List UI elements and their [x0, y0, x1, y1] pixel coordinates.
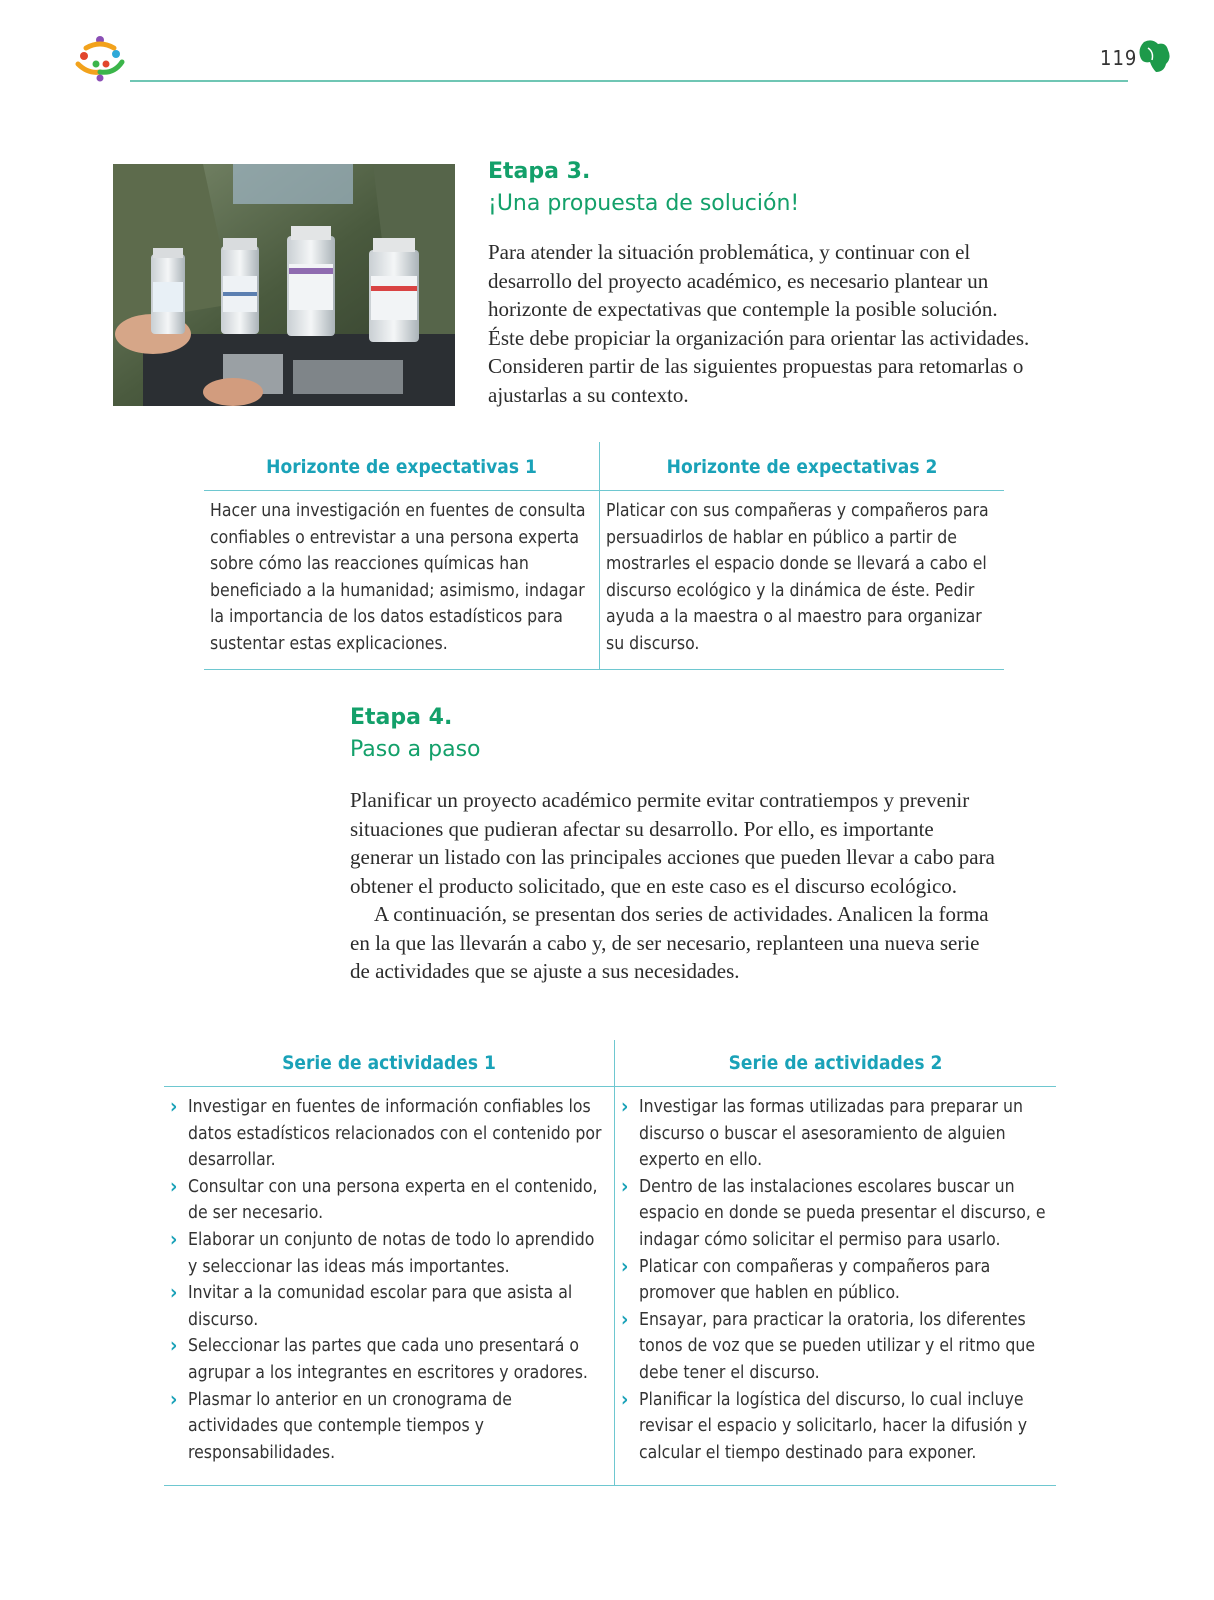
- list-item: › Plasmar lo anterior en un cronograma de actividades que contemple tiempos y responsabilidades.: [164, 1387, 606, 1467]
- list-item: › Platicar con compañeras y compañeros para promover que hablen en público.: [615, 1254, 1047, 1307]
- activities-table: [164, 1040, 1056, 1486]
- expectations-header-2: Horizonte de expectativas 2: [666, 456, 938, 478]
- stage4-paragraph-1: Planificar un proyecto académico permite evitar contratiempos y prevenir situaciones que pudieran afectar su desarrollo. Por ello, es importante generar un listado con las principales acciones que pueden llevar a cabo para obtener el producto solicitado, que en este caso es el discurso ecológico.: [350, 788, 995, 898]
- table-header-rule: [164, 1086, 1056, 1087]
- list-item: › Planificar la logística del discurso, lo cual incluye revisar el espacio y solicitarlo, hacer la difusión y calcular el tiempo destinado para exponer.: [615, 1387, 1047, 1467]
- list-item: › Investigar las formas utilizadas para preparar un discurso o buscar el asesoramiento de alguien experto en ello.: [615, 1094, 1047, 1174]
- activities-header-1: Serie de actividades 1: [282, 1052, 496, 1074]
- vaccine-vials-photo: [113, 164, 455, 406]
- stage4-title: Paso a paso: [350, 737, 481, 762]
- table-bottom-rule: [204, 669, 1004, 670]
- activities-list-2: [615, 1094, 1047, 1466]
- stage3-number: Etapa 3.: [488, 159, 591, 184]
- activities-header-2: Serie de actividades 2: [728, 1052, 943, 1074]
- list-item: › Consultar con una persona experta en el contenido, de ser necesario.: [164, 1174, 606, 1227]
- stage3-heading: [488, 156, 799, 220]
- stage4-number: Etapa 4.: [350, 705, 453, 730]
- expectations-cell-2: Platicar con sus compañeras y compañeros para persuadirlos de hablar en público a partir de mostrarles el espacio donde se llevará a cabo el discurso ecológico y la dinámica de éste. Pedir ayuda a la maestra o al maestro para organizar su discurso.: [606, 501, 989, 654]
- list-item: › Ensayar, para practicar la oratoria, los diferentes tonos de voz que se pueden utilizar y el ritmo que debe tener el discurso.: [615, 1307, 1047, 1387]
- stage4-paragraphs: [350, 786, 996, 986]
- list-item: › Investigar en fuentes de información confiables los datos estadísticos relacionados con el contenido por desarrollar.: [164, 1094, 606, 1174]
- list-item: › Invitar a la comunidad escolar para que asista al discurso.: [164, 1280, 606, 1333]
- stage3-paragraph: [488, 238, 1034, 409]
- list-item: › Seleccionar las partes que cada uno presentará o agrupar a los integrantes en escritores y oradores.: [164, 1333, 606, 1386]
- expectations-header-1: Horizonte de expectativas 1: [266, 456, 537, 478]
- page-number: 119: [1100, 46, 1138, 70]
- stage4-paragraph-2: A continuación, se presentan dos series de actividades. Analicen la forma en la que las llevarán a cabo y, de ser necesario, replanteen una nueva serie de actividades que se ajuste a sus necesidades.: [350, 902, 989, 983]
- list-item: › Elaborar un conjunto de notas de todo lo aprendido y seleccionar las ideas más importantes.: [164, 1227, 606, 1280]
- green-leaf-map-icon: [1138, 38, 1172, 74]
- stage3-title: ¡Una propuesta de solución!: [488, 191, 800, 216]
- expectations-cell-1: Hacer una investigación en fuentes de consulta confiables o entrevistar a una persona experta sobre cómo las reacciones químicas han beneficiado a la humanidad; asimismo, indagar la importancia de los datos estadísticos para sustentar estas explicaciones.: [210, 501, 586, 654]
- table-bottom-rule: [164, 1485, 1056, 1486]
- table-header-rule: [204, 490, 1004, 491]
- colorful-people-logo-icon: [72, 34, 128, 84]
- activities-list-1: [164, 1094, 606, 1466]
- stage3-paragraph-text: Para atender la situación problemática, y continuar con el desarrollo del proyecto académico, es necesario plantear un horizonte de expectativas que contemple la posible solución. Éste debe propiciar la organización para orientar las actividades. Consideren partir de las siguientes propuestas para retomarlas o ajustarlas a su contexto.: [488, 240, 1030, 407]
- list-item: › Dentro de las instalaciones escolares buscar un espacio en donde se pueda presentar el discurso, e indagar cómo solicitar el permiso para usarlo.: [615, 1174, 1047, 1254]
- expectations-table: [204, 442, 1004, 670]
- stage4-heading: [350, 702, 481, 766]
- header-rule: [130, 80, 1128, 82]
